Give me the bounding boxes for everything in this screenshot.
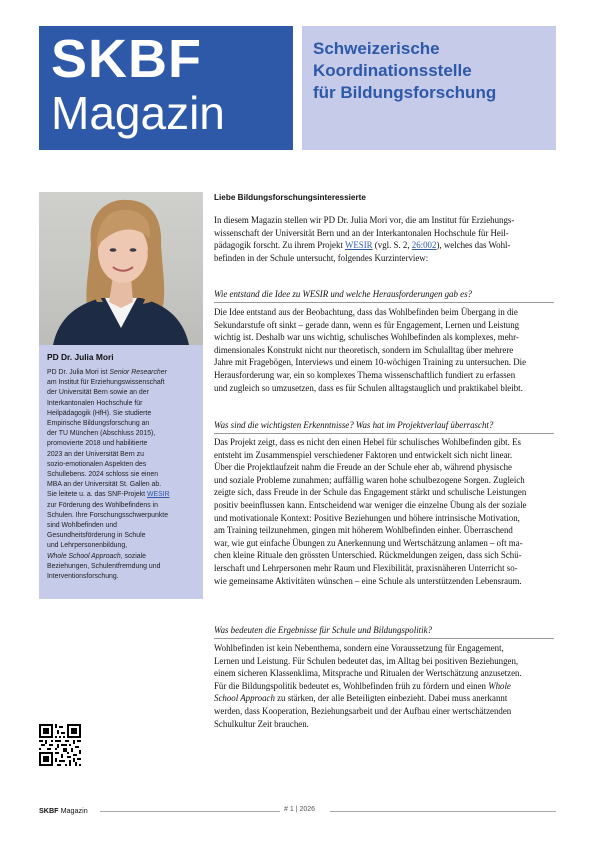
answer-3: Wohlbefinden ist kein Nebenthema, sondern eine Voraussetzung für Engagement, Lernen und Leistung. Für Schulen bedeutet das, im Alltag bei positiven Beziehungen, einem sicheren Klassenklima, Mitsprache und Ritualen der Wertschätzung anzusetzen. Für die Bildungspolitik bedeutet es, Wohlbefinden früh zu fördern und einen Whole School Approach zu stärken, der alle Beteiligten einbezieht. Dabei muss anerkannt werden, dass Kooperation, Beziehungsarbeit und der Aufbau einer wertschätzenden Schulkultur Zeit brauchen. [214, 643, 522, 729]
greeting-heading: Liebe Bildungsforschungsinteressierte [214, 193, 366, 202]
author-bio-panel [39, 345, 203, 599]
wesir-link[interactable]: WESIR [146, 491, 170, 499]
issue-number: # 1 | 2026 [284, 806, 316, 813]
masthead-logo-block [39, 26, 293, 150]
answer-2: Das Projekt zeigt, dass es nicht den einen Hebel für schulisches Wohlbefinden gibt. Es entsteht im Zusammenspiel verschiedener Faktoren und entwickelt sich nicht linear. Über die Projektlaufzeit nahm die Freude an der Schule eher ab, während physische und soziale Probleme zunahmen; auffällig waren hohe schulbezogene Sorgen. Zugleich zeigte sich, dass Freude in der Schule das Engagement stärkt und schulische Leistungen positiv beeinflussen kann. Entscheidend war weniger die einzelne Übung als der soziale und motivationale Kontext: Positive Beziehungen und höhere intrinsische Motivation, am Training teilzunehmen, gingen mit höherem Wohlbefinden einher. Überraschend war, wie gut einfache Übungen zu Anerkennung und Wertschätzung anlamen – oft ma- chen kleine Rituale den grössten Unterschied. Rückmeldungen zeigen, dass sich Schü- lerschaft und Lehrpersonen mehr Raum und Flexibilität, praxisnäheren Unterricht so- wie gemeinsame Aktivitäten wünschen – eine Schule als unterstützenden Lebensraum. [214, 437, 527, 586]
issue-reference-link[interactable]: 26:002 [411, 240, 437, 251]
question-3: Was bedeuten die Ergebnisse für Schule und Bildungspolitik? [214, 625, 432, 635]
question-1-divider [214, 302, 554, 303]
footer-divider-right [330, 811, 556, 812]
author-bio: PD Dr. Julia Mori ist Senior Researcher am Institut für Erziehungswissenschaft der Universität Bern sowie an der Interkantonalen Hochschule für Heilpädagogik (HfH). Sie studierte Empirische Bildungsforschung an der TU München (Abschluss 2015), promovierte 2018 und habilitierte 2023 an der Universität Bern zu sozio-emotionalen Aspekten des Schullebens. 2024 schloss sie einen MBA an der Universität St. Gallen ab. Sie leitete u. a. das SNF-Projekt WESIR zur Förderung des Wohlbefindens in Schulen. Ihre Forschungsschwerpunkte sind Wohlbefinden und Gesundheitsförderung in Schule und Lehrpersonenbildung, Whole School Approach, soziale Beziehungen, Schulentfremdung und Interventionsforschung. [47, 369, 170, 581]
logo-skbf: SKBF [51, 29, 202, 89]
question-2: Was sind die wichtigsten Erkenntnisse? Was hat im Projektverlauf überrascht? [214, 420, 494, 430]
organization-name: Schweizerische Koordinationsstelle für Bildungsforschung [313, 39, 497, 102]
wesir-project-link[interactable]: WESIR [344, 240, 373, 251]
footer-brand: SKBF Magazin [39, 806, 88, 815]
masthead-org-block [302, 26, 556, 150]
question-1: Wie entstand die Idee zu WESIR und welche Herausforderungen gab es? [214, 289, 472, 299]
question-3-divider [214, 638, 554, 639]
answer-1: Die Idee entstand aus der Beobachtung, dass das Wohlbefinden beim Übergang in die Sekundarstufe oft sinkt – gerade dann, wenn es für Engagement, Lernen und Leistung wichtig ist. Deshalb war uns wichtig, schulisches Wohlbefinden als komplexes, mehr- dimensionales Konstrukt nicht nur theoretisch, sondern im Schulalltag über mehrere Jahre mit Fragebögen, Interviews und einem 10-wöchigen Training zu untersuchen. Die Herausforderung war, ein so komplexes Thema wissenschaftlich fundiert zu erfassen und zugleich so umzusetzen, dass es für Schulen alltagstauglich und praktikabel bleibt. [214, 307, 527, 393]
footer-divider-left [100, 811, 280, 812]
author-portrait [39, 192, 203, 345]
author-name: PD Dr. Julia Mori [47, 352, 114, 362]
question-2-divider [214, 433, 554, 434]
logo-magazin: Magazin [51, 87, 225, 139]
qr-code[interactable] [39, 724, 81, 766]
intro-paragraph: In diesem Magazin stellen wir PD Dr. Julia Mori vor, die am Institut für Erziehungs- wissenschaft der Universität Bern und an der Interkantonalen Hochschule für Heil- pädagogik forscht. Zu ihrem Projekt WESIR (vgl. S. 2, 26:002), welches das Wohl- befinden in der Schule untersucht, folgendes Kurzinterview: [214, 215, 515, 263]
